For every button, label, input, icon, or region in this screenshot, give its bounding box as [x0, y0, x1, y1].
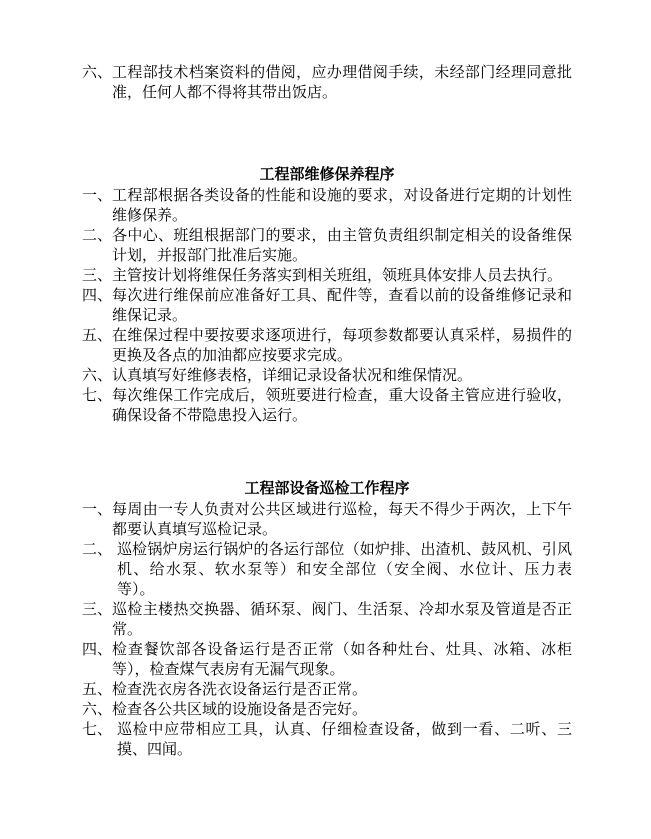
- list-item-marker: 二、: [82, 540, 113, 558]
- list-item-marker: 二、: [82, 226, 113, 244]
- list-item: [82, 185, 572, 225]
- list-item-marker: 五、: [82, 326, 113, 344]
- list-item: [82, 639, 572, 679]
- list-item: [82, 225, 572, 265]
- list-item-text: 检查洗衣房各洗衣设备运行是否正常。: [112, 680, 368, 698]
- list-item-marker: 七、: [82, 720, 113, 738]
- document-body: [82, 62, 572, 759]
- list-item: [82, 385, 572, 425]
- list-item-marker: 四、: [82, 286, 113, 304]
- list-item-text: 巡检主楼热交换器、循环泵、阀门、生活泵、冷却水泵及管道是否正常。: [112, 600, 572, 638]
- list-item-marker: 三、: [82, 266, 113, 284]
- list-item-text: 巡检中应带相应工具，认真、仔细检查设备，做到一看、二听、三摸、四闻。: [117, 720, 572, 758]
- list-item-text: 在维保过程中要按要求逐项进行，每项参数都要认真采样，易损件的更换及各点的加油都应按要求完成。: [112, 326, 572, 364]
- list-item-marker: 一、: [82, 500, 113, 518]
- list-item: [82, 699, 572, 719]
- list-item-marker: 六、: [82, 366, 113, 384]
- section-spacer: [82, 425, 572, 478]
- list-item-marker: 六、: [82, 700, 113, 718]
- section-heading: 工程部维修保养程序: [259, 165, 395, 183]
- list-item-text: 工程部根据各类设备的性能和设施的要求，对设备进行定期的计划性维修保养。: [112, 186, 572, 224]
- list-item-text: 每周由一专人负责对公共区域进行巡检，每天不得少于两次，上下午都要认真填写巡检记录。: [112, 500, 572, 538]
- list-item: [82, 365, 572, 385]
- list-item: [82, 679, 572, 699]
- list-item: [82, 62, 572, 102]
- section-spacer: [82, 102, 572, 164]
- list-item: [82, 599, 572, 639]
- list-item: [82, 265, 572, 285]
- list-item-marker: 一、: [82, 186, 113, 204]
- list-item: [82, 285, 572, 325]
- list-item-text: 认真填写好维修表格，详细记录设备状况和维保情况。: [112, 366, 473, 384]
- list-item-text: 各中心、班组根据部门的要求，由主管负责组织制定相关的设备维保计划，并报部门批准后实施。: [112, 226, 572, 264]
- list-item-text: 每次维保工作完成后，领班要进行检查，重大设备主管应进行验收，确保设备不带隐患投入运行。: [112, 386, 572, 424]
- list-item: [82, 325, 572, 365]
- list-item-marker: 六、: [82, 63, 113, 81]
- list-item: [82, 719, 572, 759]
- list-item-marker: 三、: [82, 600, 113, 618]
- list-item-text: 检查各公共区域的设施设备是否完好。: [112, 700, 368, 718]
- list-item-marker: 四、: [82, 640, 113, 658]
- list-item-text: 巡检锅炉房运行锅炉的各运行部位（如炉排、出渣机、鼓风机、引风机、给水泵、软水泵等）和安全部位（安全阀、水位计、压力表等）。: [117, 540, 572, 598]
- list-item-text: 检查餐饮部各设备运行是否正常（如各种灶台、灶具、冰箱、冰柜等），检查煤气表房有无漏气现象。: [112, 640, 572, 678]
- list-item: [82, 499, 572, 539]
- list-item-marker: 五、: [82, 680, 113, 698]
- list-item-text: 主管按计划将维保任务落实到相关班组，领班具体安排人员去执行。: [112, 266, 563, 284]
- list-item-text: 工程部技术档案资料的借阅，应办理借阅手续，未经部门经理同意批准，任何人都不得将其带出饭店。: [112, 63, 572, 101]
- list-item: [82, 539, 572, 599]
- list-item-text: 每次进行维保前应准备好工具、配件等，查看以前的设备维修记录和维保记录。: [112, 286, 572, 324]
- list-item-marker: 七、: [82, 386, 113, 404]
- section-heading: 工程部设备巡检工作程序: [244, 479, 410, 497]
